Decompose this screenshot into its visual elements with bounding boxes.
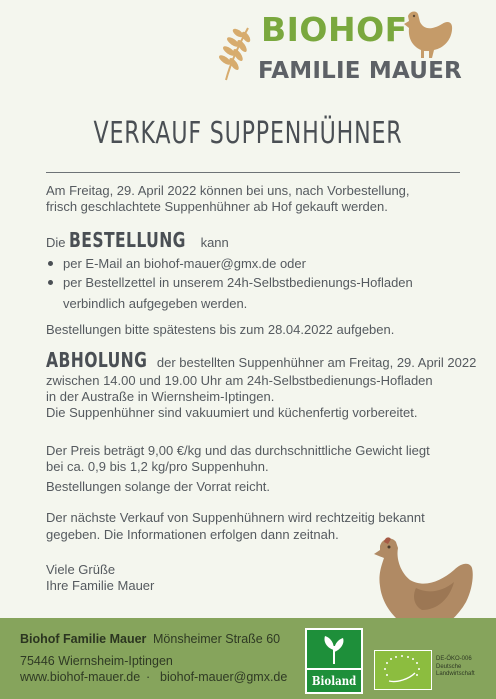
price-line-3: Bestellungen solange der Vorrat reicht. — [46, 479, 271, 494]
footer-separator: · — [146, 670, 151, 684]
footer-street: Mönsheimer Straße 60 — [153, 632, 281, 646]
eu-leaf-stars-icon — [375, 651, 431, 689]
logo-biohof-text: BIOHOF — [261, 10, 408, 49]
bestellung-word: BESTELLUNG — [69, 228, 186, 252]
price-line-1: Der Preis beträgt 9,00 €/kg und das durchschnittliche Gewicht liegt — [46, 443, 430, 458]
abholung-line-1-rest: der bestellten Suppenhühner am Freitag, 29. April 2022 — [156, 355, 477, 370]
footer-website-link[interactable]: www.biohof-mauer.de — [20, 670, 141, 684]
footer-email-link[interactable]: biohof-mauer@gmx.de — [160, 670, 288, 684]
page-title: VERKAUF SUPPENHÜHNER — [93, 116, 403, 151]
price-line-2: bei ca. 0,9 bis 1,2 kg/pro Suppenhuhn. — [46, 459, 269, 474]
abholung-line-1 — [46, 348, 476, 375]
eu-organic-leaf-logo — [374, 650, 432, 690]
abholung-word: ABHOLUNG — [46, 348, 148, 372]
logo-familie-mauer-text: FAMILIE MAUER — [258, 58, 462, 84]
bestellung-continuation: verbindlich aufgegeben werden. — [63, 296, 248, 311]
hen-icon — [398, 8, 456, 60]
bullet-email: per E-Mail an biohof-mauer@gmx.de oder — [46, 254, 466, 273]
eu-code-line-3: Landwirtschaft — [436, 671, 475, 677]
next-sale-line-2: gegeben. Die Informationen erfolgen dann zeitnah. — [46, 527, 339, 542]
bioland-logo — [305, 628, 363, 694]
bioland-mark — [307, 630, 361, 668]
title-divider — [46, 172, 460, 173]
footer-farm-name: Biohof Familie Mauer — [20, 632, 147, 646]
abholung-line-2: zwischen 14.00 und 19.00 Uhr am 24h-Selbstbedienungs-Hofladen — [46, 373, 433, 388]
bioland-label — [307, 670, 361, 692]
eu-code-line-1: DE-ÖKO-006 — [436, 656, 472, 662]
bestellung-post: kann — [200, 235, 229, 250]
intro-line-2: frisch geschlachtete Suppenhühner ab Hof gekauft werden. — [46, 199, 388, 214]
eu-code-line-2: Deutsche — [436, 663, 462, 670]
bioland-sprout-icon — [307, 630, 361, 668]
bullet-bestellzettel: per Bestellzettel in unserem 24h-Selbstbedienungs-Hofladen — [46, 273, 466, 292]
footer — [0, 618, 496, 699]
abholung-line-3: in der Austraße in Wiernsheim-Iptingen. — [46, 389, 275, 404]
abholung-line-4: Die Suppenhühner sind vakuumiert und küchenfertig vorbereitet. — [46, 405, 418, 420]
bestellung-pre: Die — [46, 235, 66, 250]
bestellung-list — [46, 254, 466, 292]
logo-header — [0, 0, 496, 100]
wheat-icon — [212, 20, 260, 82]
bioland-label-text: Bioland — [311, 674, 357, 688]
closing-signature: Ihre Familie Mauer — [46, 578, 155, 593]
closing-greeting: Viele Grüße — [46, 562, 116, 577]
eu-control-code — [436, 656, 496, 679]
footer-city: 75446 Wiernsheim-Iptingen — [20, 654, 173, 668]
bestellung-heading — [46, 228, 229, 255]
intro-line-1: Am Freitag, 29. April 2022 können bei uns, nach Vorbestellung, — [46, 183, 410, 198]
bestellung-deadline: Bestellungen bitte spätestens bis zum 28.04.2022 aufgeben. — [46, 322, 395, 337]
next-sale-line-1: Der nächste Verkauf von Suppenhühnern wird rechtzeitig bekannt — [46, 510, 425, 525]
